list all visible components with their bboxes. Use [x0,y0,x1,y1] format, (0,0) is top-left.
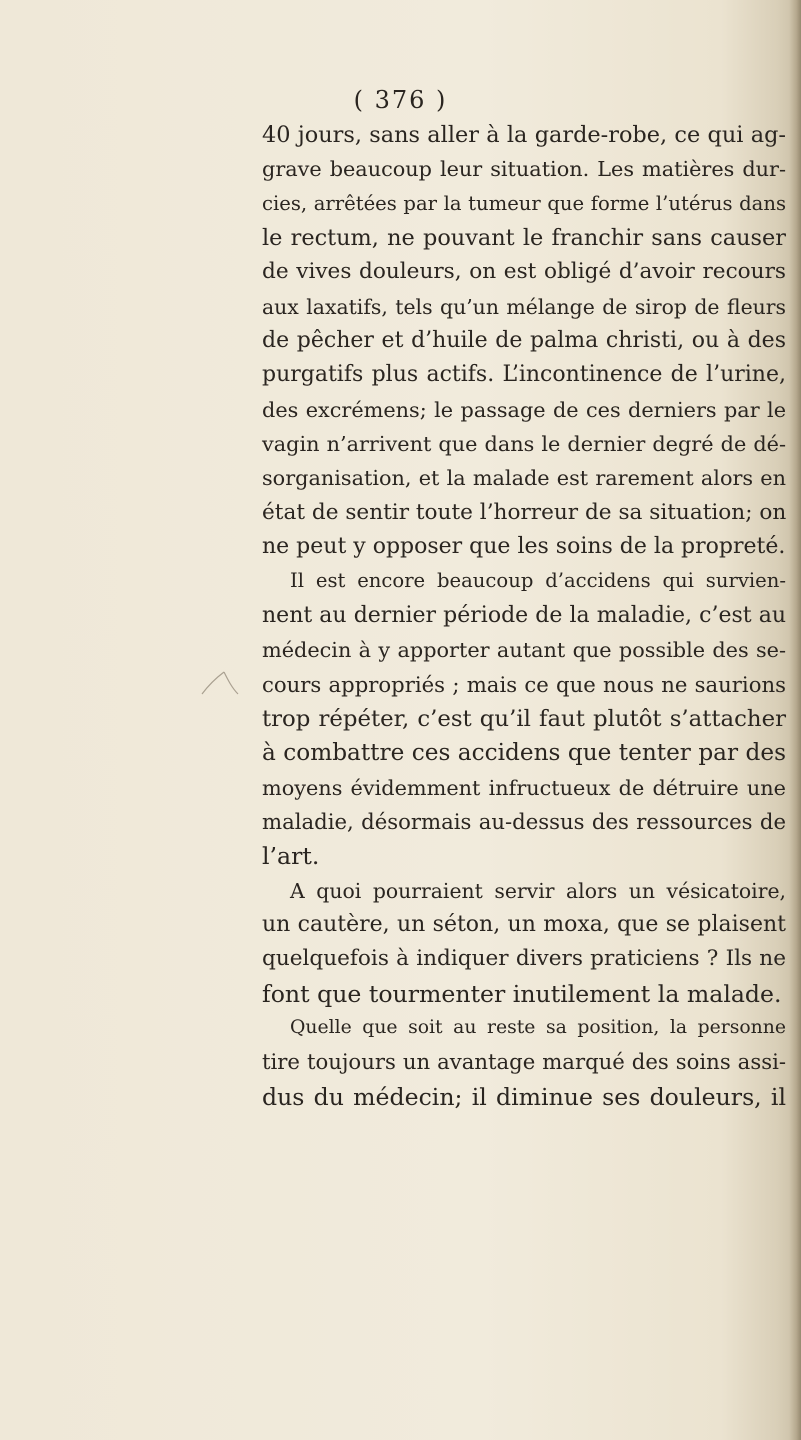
text-line: aux laxatifs, tels qu’un mélange de sirop de fleurs [262,294,786,319]
text-line: état de sentir toute l’horreur de sa situation; on [262,499,787,525]
text-line: de vives douleurs, on est obligé d’avoir recours [262,259,786,285]
text-line: moyens évidemment infructueux de détruire une [262,775,786,800]
text-line: maladie, désormais au-dessus des ressources de [262,808,786,834]
text-line: 40 jours, sans aller à la garde-robe, ce qui ag- [262,122,786,148]
text-line: cies, arrêtées par la tumeur que forme l’utérus dans [262,191,786,215]
text-line: un cautère, un séton, un moxa, que se plaisent [262,911,786,937]
text-line: Il est encore beaucoup d’accidens qui survien- [290,569,786,593]
text-line: tire toujours un avantage marqué des soins assi- [262,1049,786,1075]
text-line: dus du médecin; il diminue ses douleurs, il [262,1082,786,1111]
text-line: purgatifs plus actifs. L’incontinence de l’urine, [262,362,786,388]
text-line: médecin à y apporter autant que possible des se- [262,638,786,663]
text-line: ne peut y opposer que les soins de la propreté. [262,534,786,560]
body-text [262,118,786,1114]
text-line: des excrémens; le passage de ces derniers par le [262,397,786,422]
text-line: de pêcher et d’huile de palma christi, ou à des [262,328,786,354]
text-line: nent au dernier période de la maladie, c’est au [262,602,786,628]
text-line: A quoi pourraient servir alors un vésicatoire, [290,878,786,903]
text-line: le rectum, ne pouvant le franchir sans causer [262,225,786,252]
text-line: sorganisation, et la malade est rarement alors en [262,466,786,491]
text-line: quelquefois à indiquer divers praticiens ? Ils ne [262,946,786,972]
text-line: Quelle que soit au reste sa position, la personne [290,1016,786,1038]
page-edge-shadow [789,0,801,1440]
text-line: font que tourmenter inutilement la malade. [262,979,782,1008]
text-line: l’art. [262,842,320,871]
text-line: grave beaucoup leur situation. Les matières dur- [262,157,786,182]
text-line: cours appropriés ; mais ce que nous ne saurions [262,671,786,697]
text-line: à combattre ces accidens que tenter par des [262,739,786,767]
pencil-mark-icon [198,660,242,700]
text-line: vagin n’arrivent que dans le dernier degré de dé- [262,432,786,457]
text-line: trop répéter, c’est qu’il faut plutôt s’attacher [262,705,786,732]
page-number: ( 376 ) [353,86,448,114]
